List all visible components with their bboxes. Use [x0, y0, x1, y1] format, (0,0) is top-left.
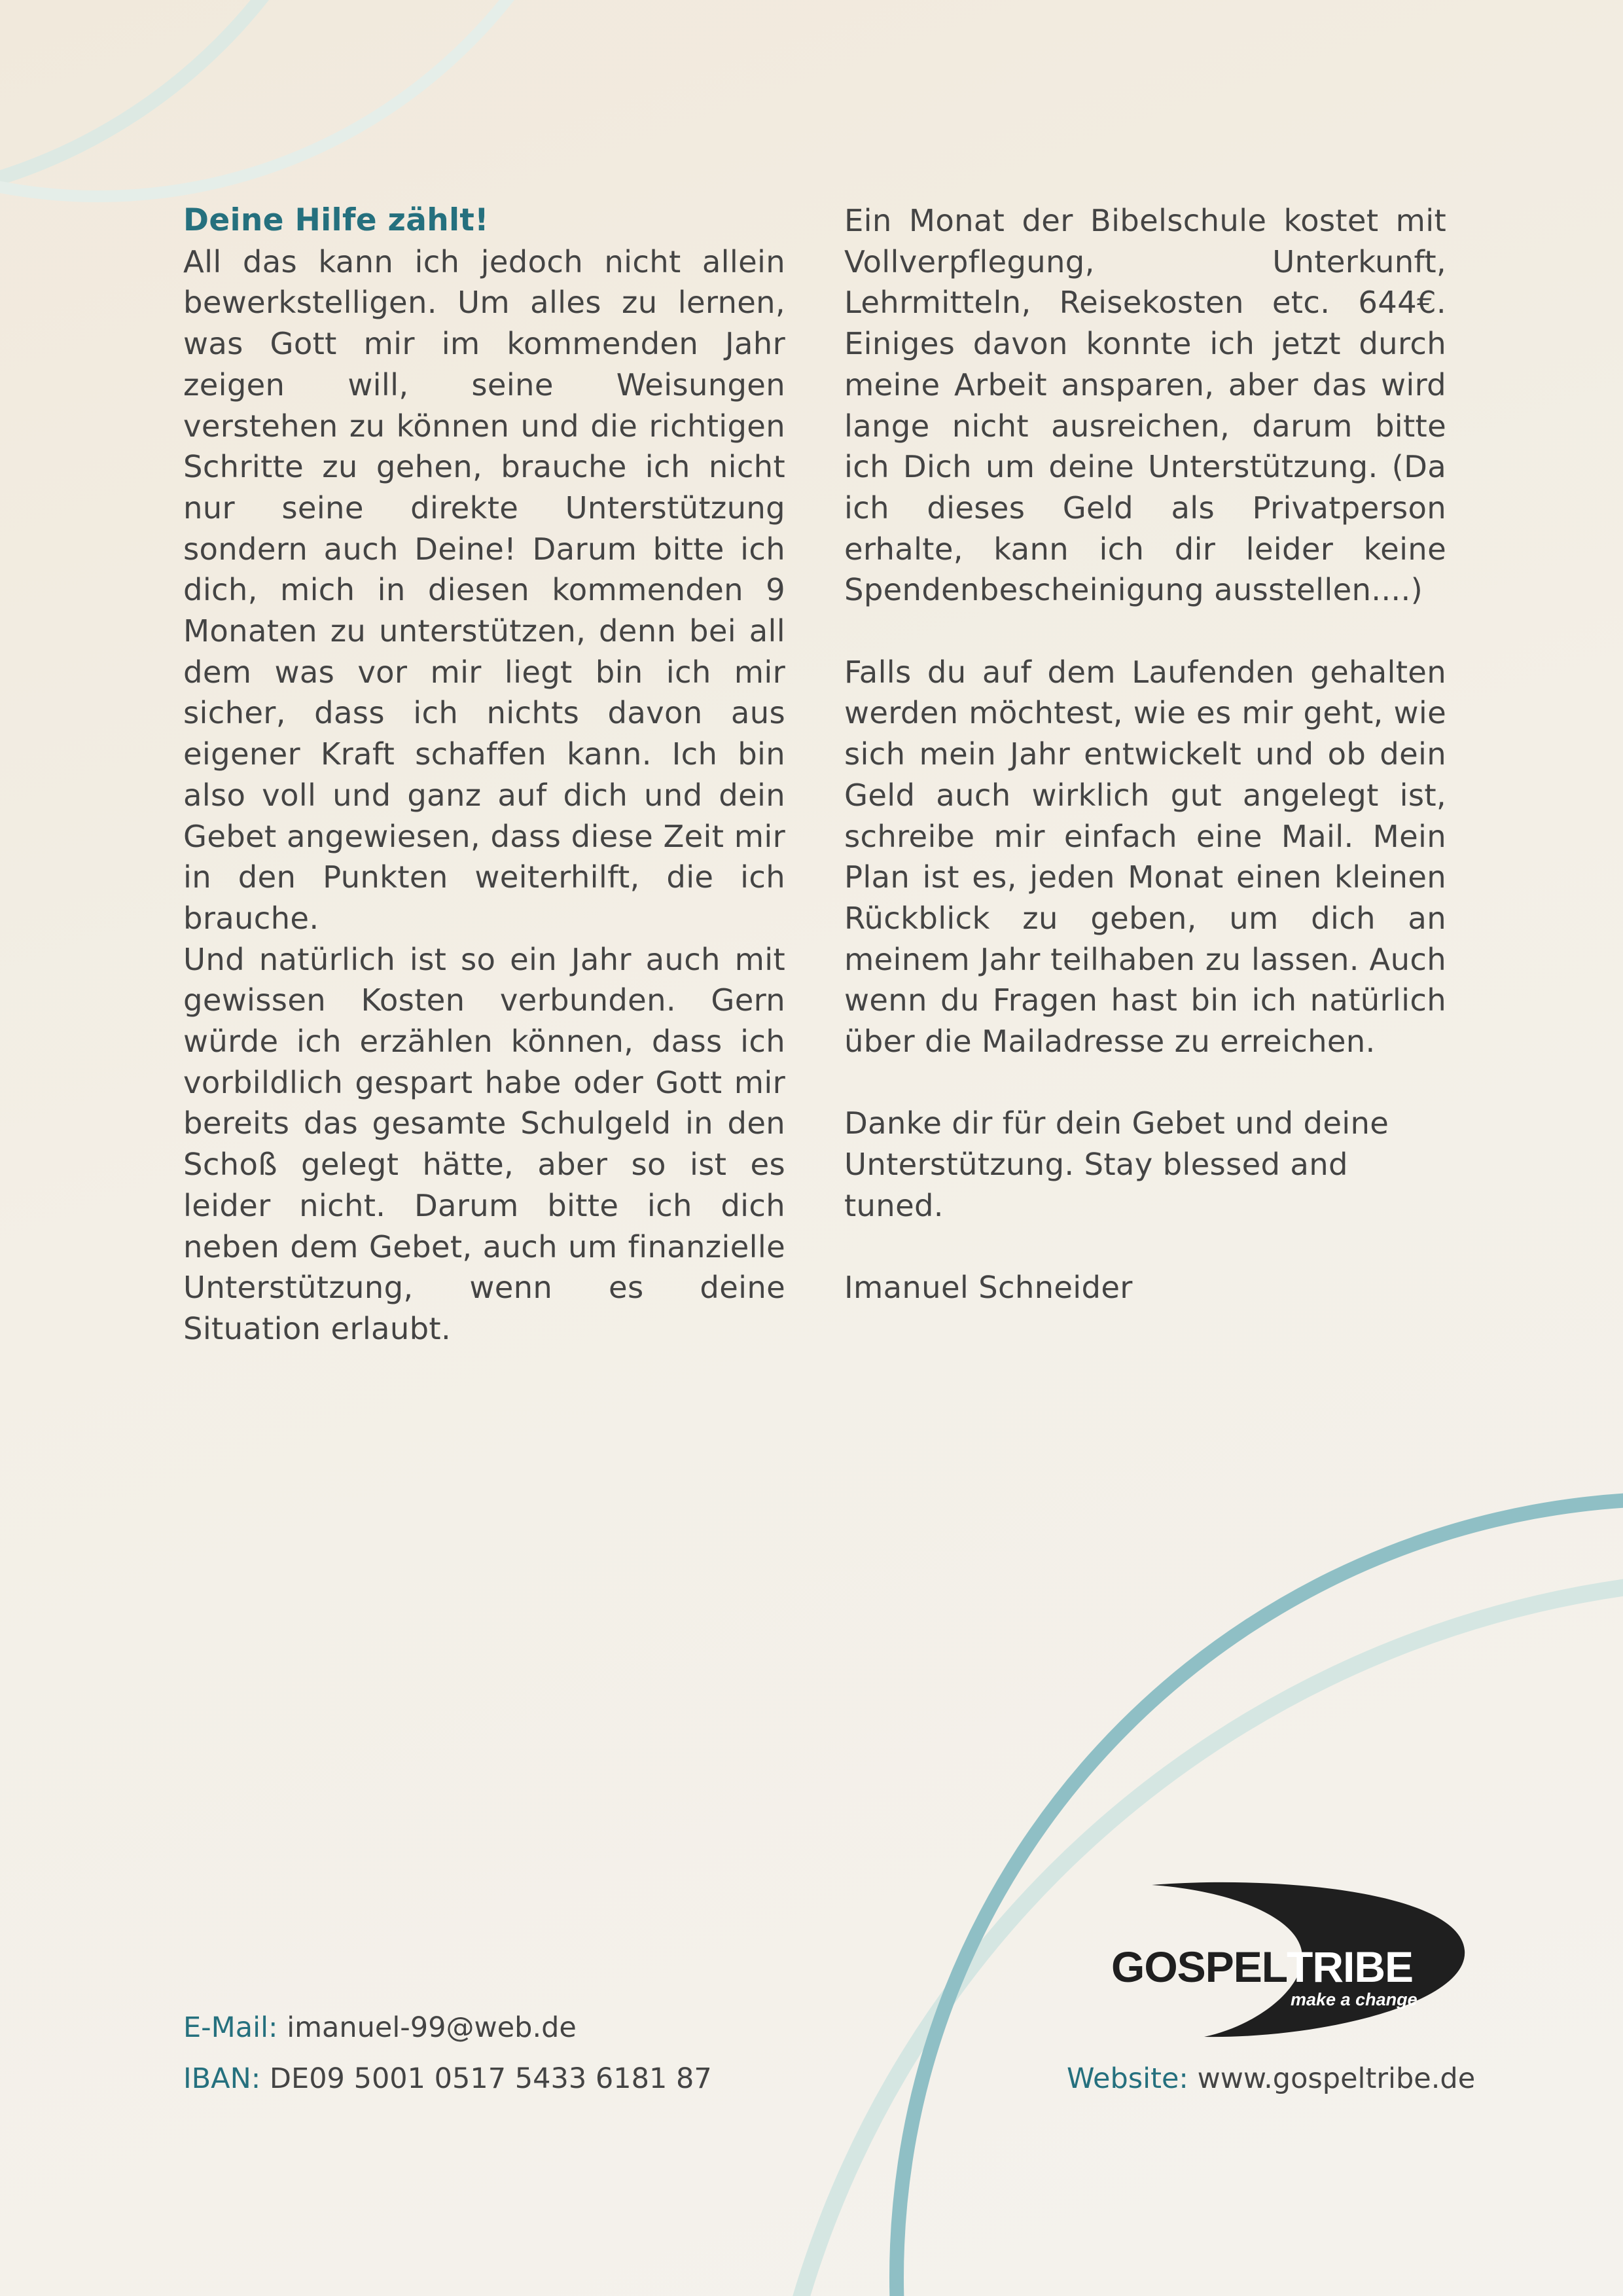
website-line: [1067, 2059, 1475, 2098]
logo-word-gospel: GOSPEL: [1111, 1943, 1288, 1991]
letter-left-column: [183, 200, 785, 1350]
website-value[interactable]: www.gospeltribe.de: [1197, 2062, 1476, 2095]
iban-value: DE09 5001 0517 5433 6181 87: [269, 2062, 712, 2095]
section-heading: Deine Hilfe zählt!: [183, 202, 489, 238]
logo-tagline: make a change: [1291, 1990, 1418, 2009]
paragraph-updates: Falls du auf dem Laufenden gehalten werden möchtest, wie es mir geht, wie sich mein Jahr entwickelt und ob dein Geld auch wirklich gut angelegt ist, schreibe mir einfach eine Mail. Mein Plan ist es, jeden Monat einen kleinen Rückblick zu geben, um dich an meinem Jahr teilhaben zu lassen. Auch wenn du Fragen hast bin ich natürlich über die Mailadresse zu erreichen.: [844, 654, 1446, 1060]
paragraph-costs: Und natürlich ist so ein Jahr auch mit gewissen Kosten verbunden. Gern würde ich erzählen können, dass ich vorbildlich gespart habe oder Gott mir bereits das gesamte Schulgeld in den Schoß gelegt hätte, aber so ist es leider nicht. Darum bitte ich dich neben dem Gebet, auch um finanzielle Unterstützung, wenn es deine Situation erlaubt.: [183, 941, 785, 1346]
signature-name: Imanuel Schneider: [844, 1270, 1133, 1306]
iban-label: IBAN:: [183, 2062, 261, 2095]
top-left-ring-inner: [0, 0, 622, 196]
paragraph-need-help: All das kann ich jedoch nicht allein bewerkstelligen. Um alles zu lernen, was Gott mir im kommenden Jahr zeigen will, seine Weisungen verstehen zu können und die richtigen Schritte zu gehen, brauche ich nicht nur seine direkte Unterstützung sondern auch Deine! Darum bitte ich dich, mich in diesen kommenden 9 Monaten zu unterstützen, denn bei all dem was vor mir liegt bin ich mir sicher, dass ich nichts davon aus eigener Kraft schaffen kann. Ich bin also voll und ganz auf dich und dein Gebet angewiesen, dass diese Zeit mir in den Punkten weiterhilft, die ich brauche.: [183, 243, 785, 936]
email-value[interactable]: imanuel-99@web.de: [287, 2011, 577, 2044]
email-line: [183, 2008, 577, 2047]
email-label: E-Mail:: [183, 2011, 278, 2044]
paragraph-monthly-cost: Ein Monat der Bibelschule kostet mit Vollverpflegung, Unterkunft, Lehrmitteln, Reisekosten etc. 644€. Einiges davon konnte ich jetzt durch meine Arbeit ansparen, aber das wird lange nicht ausreichen, darum bitte ich Dich um deine Unterstützung. (Da ich dieses Geld als Privatperson erhalte, kann ich dir leider keine Spendenbescheinigung ausstellen....): [844, 203, 1446, 608]
letter-right-column: [844, 200, 1446, 1308]
paragraph-thanks: Danke dir für dein Gebet und deine Unterstützung. Stay blessed and tuned.: [844, 1105, 1389, 1223]
gospel-tribe-logo: [1106, 1878, 1472, 2042]
iban-line: [183, 2059, 712, 2098]
website-label: Website:: [1067, 2062, 1188, 2095]
top-left-ring-outer: [0, 0, 380, 203]
logo-word-tribe: TRIBE: [1287, 1943, 1413, 1991]
